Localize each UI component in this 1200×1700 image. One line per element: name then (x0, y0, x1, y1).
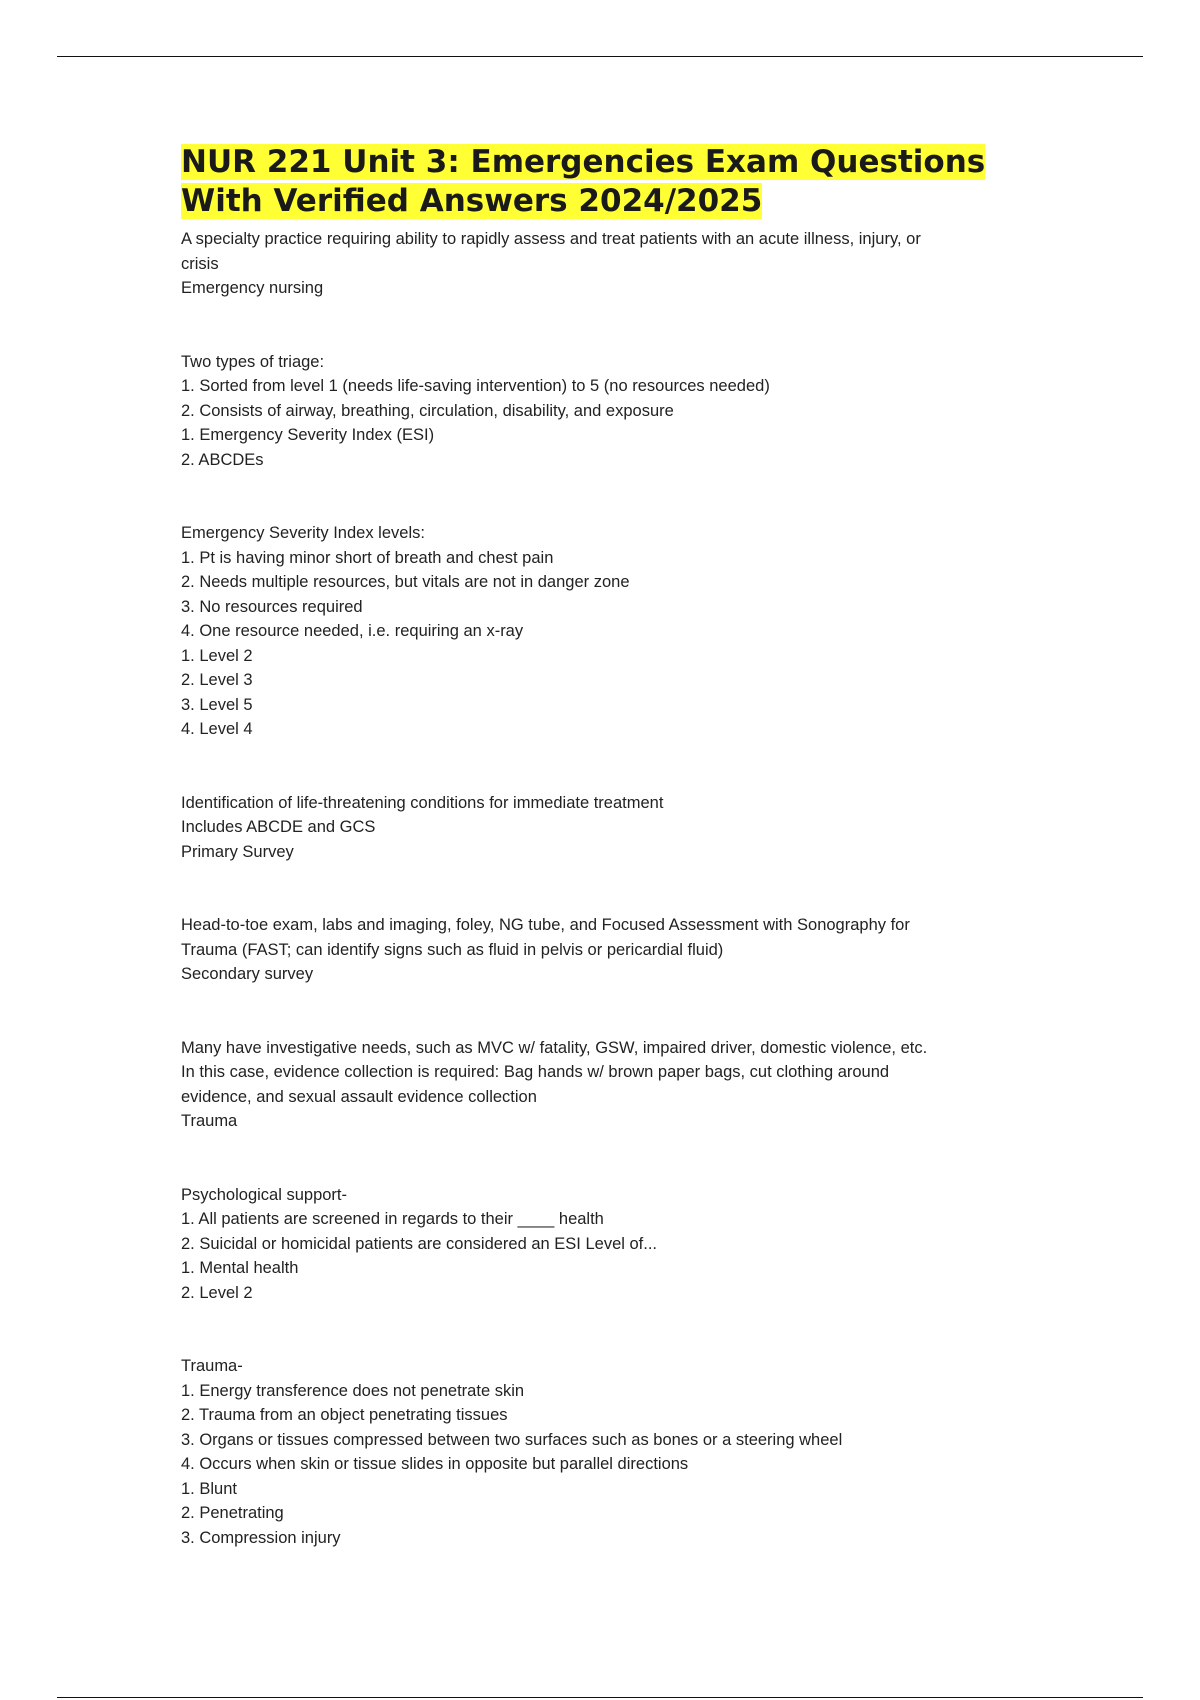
qa-block (181, 521, 1031, 742)
text-line: Emergency Severity Index levels: (181, 524, 425, 542)
page-bottom-rule (57, 1697, 1143, 1698)
text-line: In this case, evidence collection is required: Bag hands w/ brown paper bags, cut clothing around (181, 1063, 890, 1081)
text-line: 4. Level 4 (181, 720, 253, 738)
text-line: 3. Organs or tissues compressed between two surfaces such as bones or a steering wheel (181, 1430, 843, 1449)
qa-block (181, 1183, 1031, 1306)
text-line: Identification of life-threatening conditions for immediate treatment (181, 793, 664, 812)
text-line: 1. Emergency Severity Index (ESI) (181, 426, 435, 444)
document-title-line-2: With Verified Answers 2024/2025 (181, 183, 763, 219)
qa-block (181, 350, 1031, 473)
text-line: 2. Penetrating (181, 1504, 284, 1522)
qa-block (181, 913, 1031, 987)
text-line: 2. Level 3 (181, 671, 253, 689)
text-line: 2. Consists of airway, breathing, circulation, disability, and exposure (181, 401, 674, 420)
text-line: Trauma (FAST; can identify signs such as fluid in pelvis or pericardial fluid) (181, 940, 724, 959)
text-line: 2. Trauma from an object penetrating tissues (181, 1406, 508, 1424)
text-line: 1. All patients are screened in regards to their ____ health (181, 1210, 604, 1228)
text-line: 4. One resource needed, i.e. requiring an x-ray (181, 622, 524, 640)
text-line: 1. Pt is having minor short of breath and chest pain (181, 548, 554, 567)
text-line: Secondary survey (181, 965, 314, 983)
qa-block (181, 1036, 1031, 1134)
text-line: 2. Needs multiple resources, but vitals are not in danger zone (181, 573, 630, 591)
text-line: 2. Suicidal or homicidal patients are considered an ESI Level of... (181, 1234, 658, 1253)
page-top-rule (57, 56, 1143, 57)
document-page (181, 143, 1031, 1599)
text-line: 1. Energy transference does not penetrate skin (181, 1381, 525, 1400)
document-title-line-1: NUR 221 Unit 3: Emergencies Exam Questions (181, 144, 986, 180)
text-line: 2. ABCDEs (181, 450, 264, 469)
text-line: crisis (181, 254, 219, 273)
text-line: 1. Mental health (181, 1259, 299, 1277)
text-line: 1. Sorted from level 1 (needs life-saving intervention) to 5 (no resources needed) (181, 377, 770, 395)
document-title (181, 143, 1031, 221)
qa-list (181, 227, 1031, 1550)
text-line: evidence, and sexual assault evidence collection (181, 1087, 537, 1106)
text-line: Two types of triage: (181, 352, 325, 371)
text-line: Includes ABCDE and GCS (181, 818, 376, 836)
qa-block (181, 227, 1031, 301)
text-line: 4. Occurs when skin or tissue slides in opposite but parallel directions (181, 1455, 689, 1473)
text-line: Emergency nursing (181, 279, 324, 297)
text-line: Psychological support- (181, 1185, 347, 1204)
qa-block (181, 791, 1031, 865)
text-line: 3. Level 5 (181, 695, 253, 714)
text-line: Primary Survey (181, 842, 294, 861)
text-line: Trauma (181, 1112, 238, 1130)
qa-block (181, 1354, 1031, 1550)
text-line: Many have investigative needs, such as MVC w/ fatality, GSW, impaired driver, domestic violence, etc. (181, 1038, 928, 1057)
text-line: 2. Level 2 (181, 1283, 253, 1302)
text-line: Trauma- (181, 1357, 243, 1375)
text-line: 3. No resources required (181, 597, 363, 616)
text-line: 3. Compression injury (181, 1528, 341, 1547)
text-line: 1. Blunt (181, 1479, 237, 1498)
text-line: Head-to-toe exam, labs and imaging, foley, NG tube, and Focused Assessment with Sonography for (181, 916, 910, 934)
text-line: A specialty practice requiring ability to rapidly assess and treat patients with an acute illness, injury, or (181, 230, 921, 248)
text-line: 1. Level 2 (181, 646, 253, 665)
